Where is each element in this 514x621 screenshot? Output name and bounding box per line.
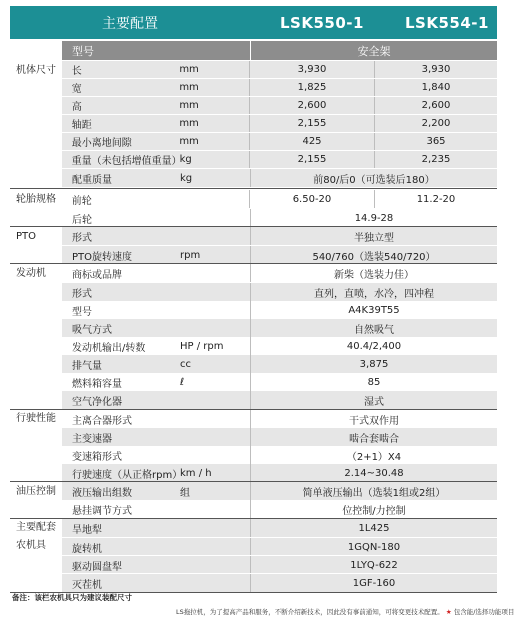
row-name: 最小离地间隙 bbox=[71, 138, 132, 149]
footnote: 备注：该栏农机具只为建议装配尺寸 bbox=[12, 593, 132, 602]
row-unit bbox=[180, 319, 250, 337]
row-unit bbox=[180, 500, 250, 518]
value-b: 1,840 bbox=[374, 79, 497, 96]
value: （2+1）X4 bbox=[346, 451, 402, 463]
row-unit bbox=[180, 227, 250, 245]
row-unit: cc bbox=[180, 358, 191, 370]
row-name: 后轮 bbox=[72, 214, 92, 226]
value-a: 2,600 bbox=[297, 100, 327, 111]
disclaimer-text: LS拖拉机，为了提高产品和服务，不断介绍新技术，因此没有事前通知，可将变更技术配置。 bbox=[176, 608, 444, 616]
table-row bbox=[10, 169, 497, 187]
value: 干式双作用 bbox=[349, 415, 399, 427]
category-implements-1: 主要配套 bbox=[16, 522, 56, 533]
table-row bbox=[10, 428, 497, 446]
row-unit bbox=[180, 519, 250, 537]
row-unit: kg bbox=[179, 154, 192, 165]
value: 2.14~30.48 bbox=[344, 467, 404, 479]
table-row bbox=[10, 556, 497, 574]
value-a: 2,155 bbox=[297, 154, 327, 165]
table-row bbox=[10, 373, 497, 391]
row-name: 重量（未包括增值重量） bbox=[71, 156, 182, 167]
value: 前80/后0（可选装后180） bbox=[313, 174, 435, 186]
table-row bbox=[10, 246, 497, 264]
row-unit bbox=[180, 428, 250, 446]
value: 自然吸气 bbox=[354, 324, 394, 336]
value: 540/760（选装540/720） bbox=[312, 251, 436, 263]
table-row bbox=[10, 355, 497, 373]
table-row bbox=[10, 190, 497, 208]
row-name: 主变速器 bbox=[72, 433, 112, 445]
category-implements-2: 农机具 bbox=[16, 540, 46, 551]
row-unit: mm bbox=[179, 136, 199, 147]
row-unit: mm bbox=[179, 118, 199, 129]
value: 新柴（选装力佳） bbox=[334, 269, 414, 281]
value: 直列，直喷，水冷，四冲程 bbox=[314, 288, 434, 300]
row-unit: ℓ bbox=[180, 376, 185, 388]
value: 位控制/力控制 bbox=[342, 505, 406, 517]
value-b: 365 bbox=[374, 133, 497, 150]
category-body: 机体尺寸 bbox=[16, 65, 56, 76]
category-tires: 轮胎规格 bbox=[16, 194, 56, 205]
row-name: 旋转机 bbox=[72, 543, 102, 555]
row-unit: mm bbox=[179, 82, 199, 93]
table-row bbox=[10, 519, 497, 537]
value: 湿式 bbox=[364, 396, 384, 408]
row-name: 驱动圆盘犁 bbox=[72, 561, 122, 573]
row-name: 形式 bbox=[72, 288, 92, 300]
value: 85 bbox=[367, 376, 381, 388]
row-unit: HP / rpm bbox=[180, 340, 224, 352]
row-name: 轴距 bbox=[71, 120, 92, 131]
value-a: 425 bbox=[302, 136, 322, 147]
table-row bbox=[10, 264, 497, 282]
value: 40.4/2,400 bbox=[346, 340, 402, 352]
table-row bbox=[10, 337, 497, 355]
model-header bbox=[250, 6, 497, 39]
subheader-value: 安全架 bbox=[250, 41, 497, 60]
table-row bbox=[10, 133, 497, 150]
star-icon: ★ bbox=[445, 608, 452, 616]
model-b-label: LSK554-1 bbox=[405, 13, 489, 32]
value-b: 2,200 bbox=[374, 115, 497, 132]
row-name: 空气净化器 bbox=[72, 396, 122, 408]
value-a: 3,930 bbox=[297, 64, 327, 75]
row-unit: kg bbox=[180, 172, 193, 184]
table-row bbox=[10, 151, 497, 168]
value-b: 2,235 bbox=[374, 151, 497, 168]
disclaimer bbox=[176, 607, 514, 616]
table-row bbox=[10, 283, 497, 301]
row-unit bbox=[180, 446, 250, 464]
row-unit bbox=[180, 283, 250, 301]
subheader-cat bbox=[10, 41, 62, 60]
table-row bbox=[10, 227, 497, 245]
category-pto: PTO bbox=[16, 231, 37, 242]
row-unit: mm bbox=[179, 100, 199, 111]
row-name: 变速箱形式 bbox=[72, 451, 122, 463]
row-unit bbox=[180, 391, 250, 409]
table-row bbox=[10, 61, 497, 78]
row-name: 宽 bbox=[71, 84, 82, 95]
row-name: 行驶速度（从正格rpm） bbox=[72, 469, 183, 481]
category-hydraulic: 油压控制 bbox=[16, 486, 56, 497]
table-row bbox=[10, 410, 497, 428]
table-row bbox=[10, 538, 497, 556]
row-name: 型号 bbox=[72, 306, 92, 318]
value: 半独立型 bbox=[354, 232, 394, 244]
value-a: 6.50-20 bbox=[292, 193, 332, 205]
row-name: 配重质量 bbox=[72, 174, 112, 186]
row-name: 燃料箱容量 bbox=[72, 378, 122, 390]
table-row bbox=[10, 209, 497, 227]
row-unit: rpm bbox=[180, 249, 201, 261]
row-name: 长 bbox=[71, 66, 82, 77]
row-name: 排气量 bbox=[72, 360, 102, 372]
subheader-row bbox=[10, 41, 497, 60]
row-unit bbox=[180, 209, 250, 227]
row-unit: km / h bbox=[180, 467, 212, 479]
value-b: 11.2-20 bbox=[374, 190, 497, 208]
table-row bbox=[10, 97, 497, 114]
row-unit bbox=[180, 264, 250, 282]
value: 1L425 bbox=[358, 522, 390, 534]
row-name: 高 bbox=[71, 102, 82, 113]
value: 14.9-28 bbox=[354, 212, 394, 224]
row-name: PTO旋转速度 bbox=[72, 251, 133, 263]
row-name: 前轮 bbox=[71, 195, 92, 207]
row-name: 吸气方式 bbox=[72, 324, 112, 336]
row-unit bbox=[180, 538, 250, 556]
model-a-label: LSK550-1 bbox=[280, 13, 364, 32]
table-row bbox=[10, 464, 497, 482]
row-name: 灭茬机 bbox=[72, 579, 102, 591]
row-unit bbox=[179, 190, 249, 208]
value-a: 1,825 bbox=[297, 82, 327, 93]
value: 简单液压输出（选装1组或2组） bbox=[302, 487, 446, 499]
row-name: 商标或品牌 bbox=[72, 269, 122, 281]
value-b: 2,600 bbox=[374, 97, 497, 114]
row-name: 形式 bbox=[72, 232, 92, 244]
disclaimer-star-text: 包含能/选择功能项目 bbox=[453, 608, 514, 616]
spec-table-title bbox=[10, 6, 250, 39]
row-unit: 组 bbox=[180, 487, 190, 499]
category-engine: 发动机 bbox=[16, 268, 46, 279]
row-unit bbox=[180, 410, 250, 428]
row-name: 主离合器形式 bbox=[72, 415, 132, 427]
value: 啮合套啮合 bbox=[349, 433, 399, 445]
row-name: 旱地犁 bbox=[72, 524, 102, 536]
table-row bbox=[10, 301, 497, 319]
value: 1GQN-180 bbox=[347, 541, 401, 553]
table-row bbox=[10, 391, 497, 409]
table-row bbox=[10, 115, 497, 132]
row-unit: mm bbox=[179, 64, 199, 75]
row-unit bbox=[180, 556, 250, 574]
table-row bbox=[10, 482, 497, 500]
row-name: 悬挂调节方式 bbox=[72, 505, 132, 517]
table-row bbox=[10, 500, 497, 518]
value: 1GF-160 bbox=[352, 577, 396, 589]
value: 1LYQ-622 bbox=[350, 559, 398, 571]
category-drive: 行驶性能 bbox=[16, 413, 56, 424]
title-text: 主要配置 bbox=[102, 15, 158, 32]
value-a: 2,155 bbox=[297, 118, 327, 129]
row-name: 发动机输出/转数 bbox=[72, 342, 146, 354]
row-name: 液压输出组数 bbox=[72, 487, 132, 499]
value: A4K39T55 bbox=[348, 304, 400, 316]
row-unit bbox=[180, 301, 250, 319]
row-unit bbox=[180, 574, 250, 592]
subheader-label: 型号 bbox=[72, 44, 94, 58]
table-row bbox=[10, 79, 497, 96]
value-b: 3,930 bbox=[374, 61, 497, 78]
value: 3,875 bbox=[359, 358, 389, 370]
table-row bbox=[10, 574, 497, 592]
table-row bbox=[10, 319, 497, 337]
table-row bbox=[10, 446, 497, 464]
